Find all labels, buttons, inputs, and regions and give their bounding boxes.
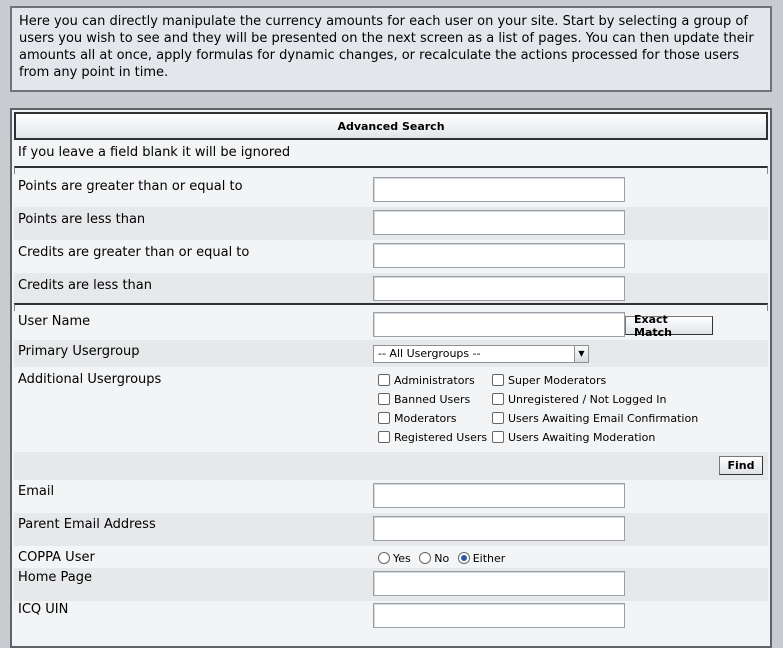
coppa-no-radio[interactable]: No (419, 552, 449, 565)
checkbox-awaiting-moderation[interactable]: Users Awaiting Moderation (492, 431, 655, 444)
email-row (14, 480, 768, 513)
email-label: Email (18, 484, 55, 499)
points-gte-input[interactable] (373, 177, 625, 202)
username-row (14, 311, 768, 340)
credits-lt-input[interactable] (373, 276, 625, 301)
section-divider (14, 166, 768, 174)
checkbox-administrators[interactable]: Administrators (378, 374, 475, 387)
homepage-label: Home Page (18, 570, 92, 585)
primary-usergroup-label: Primary Usergroup (18, 344, 140, 359)
credits-lt-label: Credits are less than (18, 278, 152, 293)
homepage-row (14, 568, 768, 601)
checkbox-registered-users[interactable]: Registered Users (378, 431, 487, 444)
checkbox-banned-users[interactable]: Banned Users (378, 393, 470, 406)
points-lt-row (14, 207, 768, 240)
intro-text: Here you can directly manipulate the currency amounts for each user on your site. Start by selecting a group of users you wish to see and they will be presented on the next screen as a list of pages. You can then update their amounts all at once, apply formulas for dynamic changes, or recalculate the actions processed for those users from any point in time. (10, 6, 772, 92)
primary-usergroup-select[interactable] (373, 345, 589, 363)
icq-row (14, 601, 768, 634)
credits-lt-row (14, 273, 768, 303)
panel-title: Advanced Search (14, 112, 768, 140)
credits-gte-row (14, 240, 768, 273)
additional-usergroups-label: Additional Usergroups (18, 372, 162, 387)
coppa-label: COPPA User (18, 550, 95, 565)
username-label: User Name (18, 314, 91, 329)
username-input[interactable] (373, 312, 625, 337)
checkbox-unregistered[interactable]: Unregistered / Not Logged In (492, 393, 667, 406)
coppa-yes-radio[interactable]: Yes (378, 552, 411, 565)
section-divider (14, 303, 768, 311)
chevron-down-icon: ▼ (574, 346, 588, 362)
coppa-either-radio[interactable]: Either (458, 552, 506, 565)
homepage-input[interactable] (373, 571, 625, 596)
points-lt-label: Points are less than (18, 212, 146, 227)
checkbox-super-moderators[interactable]: Super Moderators (492, 374, 606, 387)
coppa-radio-group (378, 552, 510, 565)
points-gte-row (14, 174, 768, 207)
parent-email-input[interactable] (373, 516, 625, 541)
exact-match-button[interactable]: Exact Match (625, 316, 713, 335)
blank-field-note-row (14, 140, 768, 166)
parent-email-row (14, 513, 768, 546)
icq-input[interactable] (373, 603, 625, 628)
points-lt-input[interactable] (373, 210, 625, 235)
primary-usergroup-row (14, 340, 768, 367)
primary-usergroup-value: -- All Usergroups -- (378, 347, 481, 360)
credits-gte-label: Credits are greater than or equal to (18, 245, 250, 260)
email-input[interactable] (373, 483, 625, 508)
credits-gte-input[interactable] (373, 243, 625, 268)
checkbox-moderators[interactable]: Moderators (378, 412, 457, 425)
find-row (14, 452, 768, 480)
coppa-row (14, 546, 768, 568)
blank-field-note: If you leave a field blank it will be ignored (18, 145, 291, 160)
parent-email-label: Parent Email Address (18, 517, 156, 532)
points-gte-label: Points are greater than or equal to (18, 179, 243, 194)
icq-label: ICQ UIN (18, 602, 69, 617)
additional-usergroups-row (14, 367, 768, 452)
advanced-search-panel (10, 108, 772, 648)
checkbox-awaiting-email[interactable]: Users Awaiting Email Confirmation (492, 412, 698, 425)
find-button[interactable]: Find (719, 456, 763, 475)
